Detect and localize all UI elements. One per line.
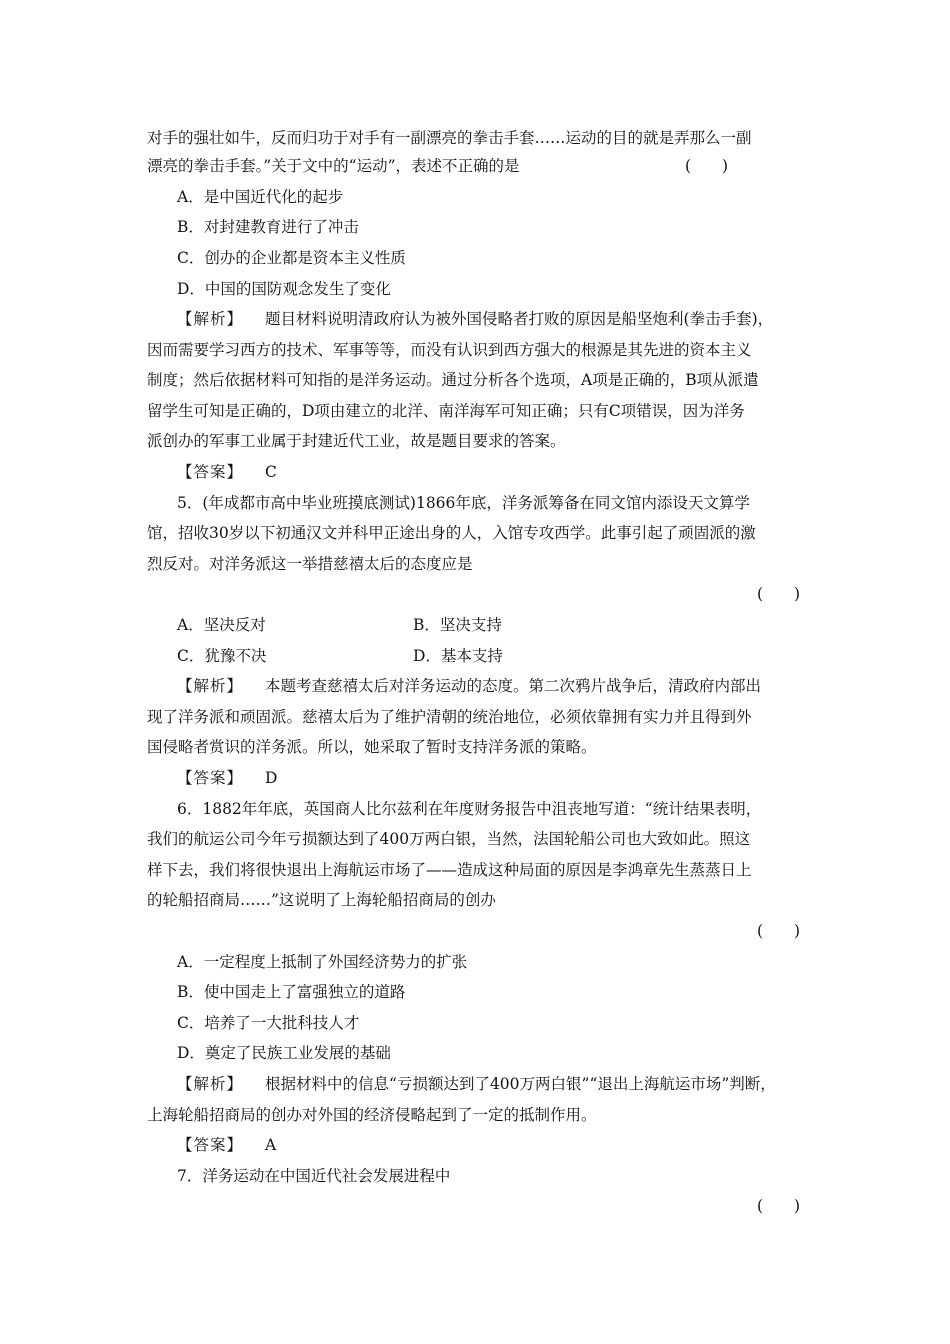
q5-answer-blank: ( )	[757, 585, 801, 603]
q4-analysis-text-1: 题目材料说明清政府认为被外国侵略者打败的原因是船坚炮利(拳击手套)，	[265, 310, 774, 328]
q4-analysis-line-3: 制度；然后依据材料可知指的是洋务运动。通过分析各个选项，A项是正确的，B项从派遣	[147, 371, 759, 389]
q4-analysis-line-4: 留学生可知是正确的，D项由建立的北洋、南洋海军可知正确；只有C项错误，因为洋务	[147, 402, 745, 420]
q5-option-b: B．坚决支持	[413, 616, 502, 634]
q4-option-a: A．是中国近代化的起步	[177, 188, 344, 206]
q5-stem-line-2: 馆，招收30岁以下初通汉文并科甲正途出身的人，入馆专攻西学。此事引起了顽固派的激	[147, 524, 756, 542]
q6-stem-line-2: 我们的航运公司今年亏损额达到了400万两白银，当然，法国轮船公司也大致如此。照这	[147, 830, 751, 848]
q5-option-c: C．犹豫不决	[177, 647, 267, 665]
q6-analysis-line-1	[177, 1074, 837, 1094]
q5-answer-value: D	[265, 769, 278, 787]
q6-option-b: B．使中国走上了富强独立的道路	[177, 983, 406, 1001]
q6-answer-line	[177, 1135, 837, 1155]
q6-analysis-line-2: 上海轮船招商局的创办对外国的经济侵略起到了一定的抵制作用。	[147, 1106, 597, 1124]
q6-stem-line-3: 样下去，我们将很快退出上海航运市场了——造成这种局面的原因是李鸿章先生蒸蒸日上	[147, 861, 752, 879]
q4-analysis-line-5: 派创办的军事工业属于封建近代工业，故是题目要求的答案。	[147, 432, 566, 450]
q4-analysis-line-1	[177, 309, 837, 329]
q6-answer-blank: ( )	[757, 922, 801, 940]
q4-analysis-label: 【解析】	[177, 310, 244, 328]
q4-analysis-line-2: 因而需要学习西方的技术、军事等等，而没有认识到西方强大的根源是其先进的资本主义	[147, 341, 752, 359]
q5-stem-line-3: 烈反对。对洋务派这一举措慈禧太后的态度应是	[147, 555, 473, 573]
q6-option-a: A．一定程度上抵制了外国经济势力的扩张	[177, 953, 468, 971]
q6-option-d: D．奠定了民族工业发展的基础	[177, 1044, 391, 1062]
q7-stem: 7．洋务运动在中国近代社会发展进程中	[177, 1167, 451, 1185]
q6-stem-line-4: 的轮船招商局……”这说明了上海轮船招商局的创办	[147, 891, 496, 909]
q4-stem-line-1: 对手的强壮如牛，反而归功于对手有一副漂亮的拳击手套……运动的目的就是弄那么一副	[147, 129, 752, 147]
q6-answer-label: 【答案】	[177, 1136, 244, 1154]
q4-answer-line	[177, 462, 837, 482]
q4-answer-value: C	[265, 463, 277, 481]
q5-answer-line	[177, 768, 837, 788]
q5-analysis-line-2: 现了洋务派和顽固派。慈禧太后为了维护清朝的统治地位，必须依靠拥有实力并且得到外	[147, 708, 752, 726]
q4-option-d: D．中国的国防观念发生了变化	[177, 280, 391, 298]
q5-analysis-line-3: 国侵略者赏识的洋务派。所以，她采取了暂时支持洋务派的策略。	[147, 738, 597, 756]
q6-answer-value: A	[265, 1136, 277, 1154]
q6-analysis-text-1: 根据材料中的信息“亏损额达到了400万两白银”“退出上海航运市场”判断，	[265, 1075, 776, 1093]
q4-answer-blank: ( )	[685, 157, 729, 175]
q5-option-a: A．坚决反对	[177, 616, 266, 634]
q7-answer-blank: ( )	[757, 1197, 801, 1215]
q6-analysis-label: 【解析】	[177, 1075, 244, 1093]
q5-analysis-line-1	[177, 676, 837, 696]
q5-answer-label: 【答案】	[177, 769, 244, 787]
q4-stem-line-2: 漂亮的拳击手套。”关于文中的“运动”，表述不正确的是	[147, 157, 520, 175]
q5-analysis-text-1: 本题考查慈禧太后对洋务运动的态度。第二次鸦片战争后，清政府内部出	[265, 677, 762, 695]
q5-stem-line-1: 5．(年成都市高中毕业班摸底测试)1866年底，洋务派筹备在同文馆内添设天文算学	[177, 494, 750, 512]
q6-option-c: C．培养了一大批科技人才	[177, 1014, 360, 1032]
q5-analysis-label: 【解析】	[177, 677, 244, 695]
q4-answer-label: 【答案】	[177, 463, 244, 481]
q4-option-b: B．对封建教育进行了冲击	[177, 218, 359, 236]
q6-stem-line-1: 6．1882年年底，英国商人比尔兹利在年度财务报告中沮丧地写道：“统计结果表明，	[177, 800, 762, 818]
q5-option-d: D．基本支持	[413, 647, 503, 665]
q4-option-c: C．创办的企业都是资本主义性质	[177, 249, 406, 267]
